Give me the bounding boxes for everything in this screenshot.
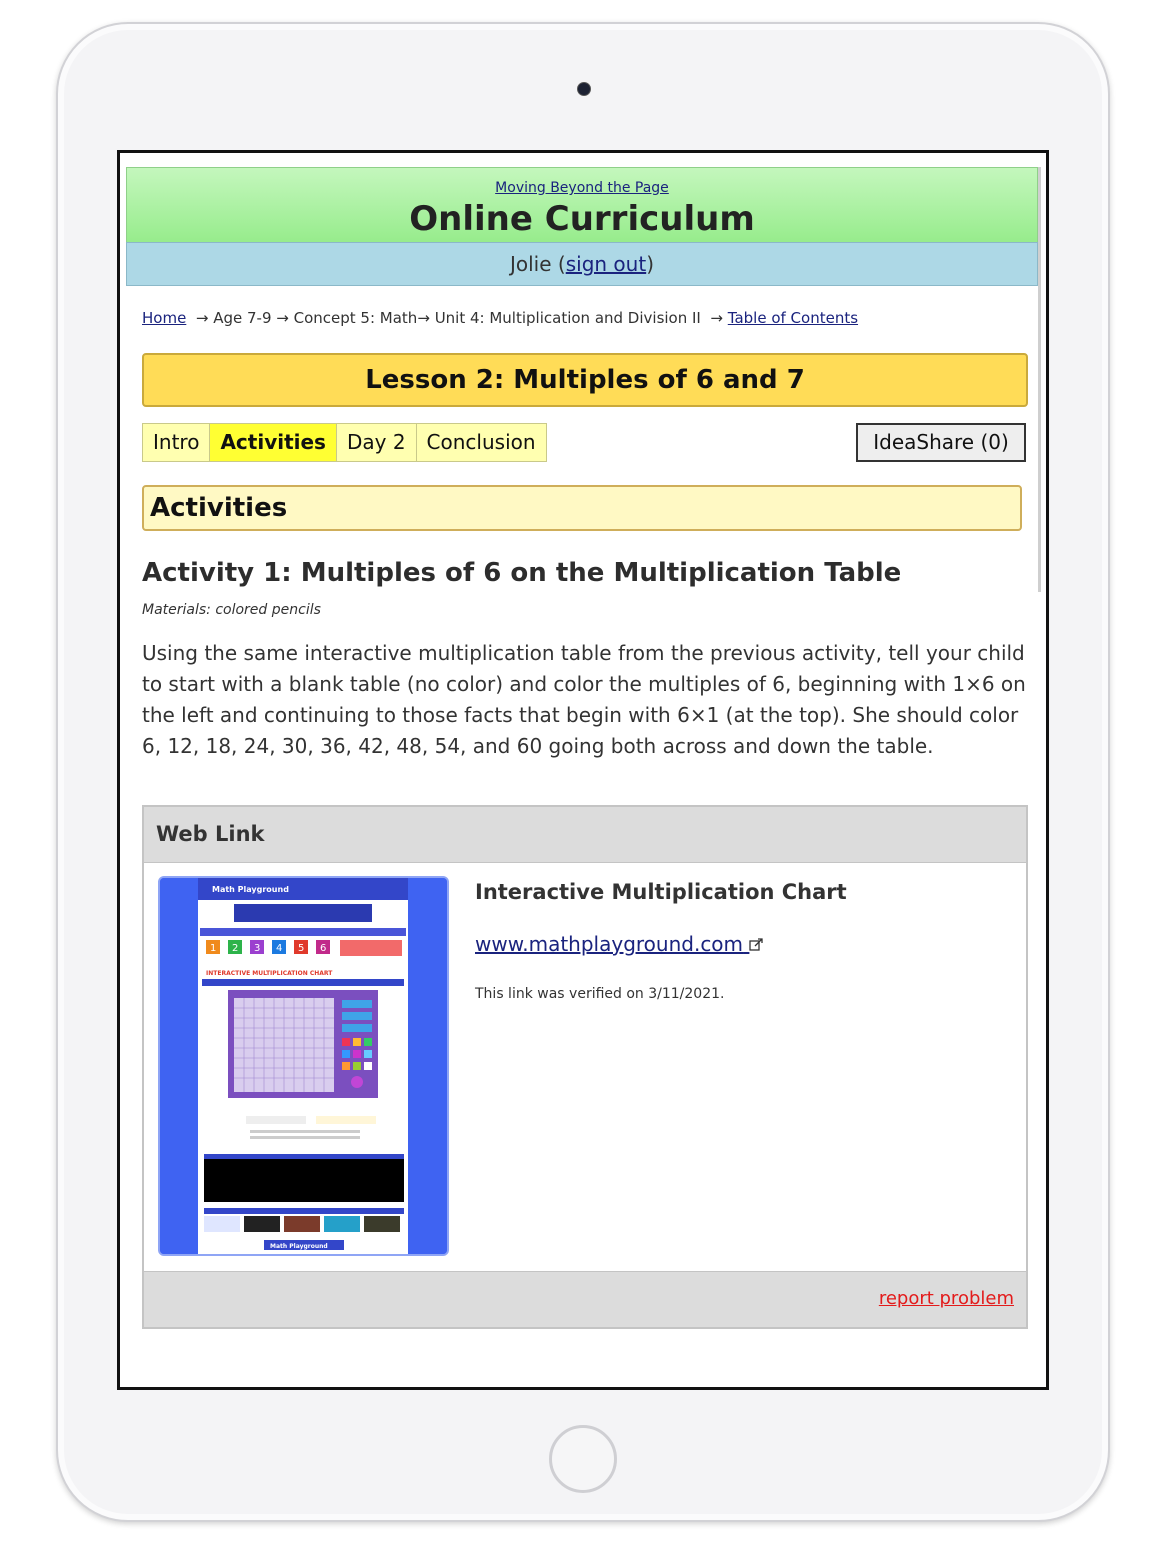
activity-materials: Materials: colored pencils <box>142 602 321 618</box>
tab-conclusion[interactable]: Conclusion <box>416 423 547 462</box>
ideashare-button[interactable]: IdeaShare (0) <box>856 423 1026 462</box>
thumb-number-tiles <box>206 940 402 956</box>
thumb-num-3: 3 <box>254 943 261 954</box>
web-link-title: Interactive Multiplication Chart <box>475 880 847 904</box>
breadcrumb-unit: Unit 4: Multiplication and Division II <box>434 309 701 327</box>
web-link-header <box>144 807 1026 863</box>
breadcrumb-arrow-2: → <box>276 309 289 327</box>
thumbnail-graphic <box>160 878 447 1254</box>
tab-activities[interactable]: Activities <box>209 423 337 462</box>
web-link-header-label: Web Link <box>156 822 265 846</box>
signout-link[interactable]: sign out <box>565 252 647 276</box>
thumb-footer-brand: Math Playground <box>270 1243 328 1250</box>
thumb-brand: Math Playground <box>212 885 289 894</box>
activity-title: Activity 1: Multiples of 6 on the Multiplication Table <box>142 558 902 588</box>
website-thumbnail[interactable] <box>158 876 449 1256</box>
home-button[interactable] <box>549 1425 617 1493</box>
user-name: Jolie <box>509 252 552 276</box>
section-heading: Activities <box>142 485 1022 531</box>
scrollbar-thumb[interactable] <box>1038 167 1041 592</box>
thumb-num-2: 2 <box>232 943 239 954</box>
breadcrumb-age: Age 7-9 <box>213 309 272 327</box>
breadcrumb-arrow-4: → <box>710 309 723 327</box>
web-link-url[interactable] <box>475 932 763 956</box>
breadcrumb-arrow-3: → <box>417 309 430 327</box>
tab-intro[interactable]: Intro <box>142 423 210 462</box>
breadcrumb-toc[interactable]: Table of Contents <box>727 309 859 327</box>
breadcrumb-home[interactable]: Home <box>142 309 187 327</box>
web-link-footer <box>144 1271 1026 1327</box>
lesson-tabs <box>142 423 546 462</box>
activity-body: Using the same interactive multiplication table from the previous activity, tell your child to start with a blank table (no color) and color the multiples of 6, beginning with 1×6 on the left and continuing to those facts that begin with 6×1 (at the top). She should color 6, 12, 18, 24, 30, 36, 42, 48, 54, and 60 going both across and down the table. <box>142 641 1026 758</box>
report-problem-link[interactable]: report problem <box>878 1288 1014 1309</box>
paren-open: ( <box>557 252 566 276</box>
breadcrumb-concept: Concept 5: Math <box>293 309 418 327</box>
site-title: Online Curriculum <box>409 199 755 239</box>
site-link[interactable]: Moving Beyond the Page <box>495 180 669 196</box>
camera-icon <box>577 82 591 96</box>
site-header <box>126 167 1038 243</box>
tablet-screen <box>117 150 1049 1390</box>
thumb-num-1: 1 <box>210 943 217 954</box>
lesson-title: Lesson 2: Multiples of 6 and 7 <box>142 353 1028 407</box>
thumb-heading: INTERACTIVE MULTIPLICATION CHART <box>206 970 333 977</box>
thumb-num-6: 6 <box>320 943 327 954</box>
user-bar <box>126 242 1038 286</box>
web-link-card <box>142 805 1028 1329</box>
thumb-num-4: 4 <box>276 943 283 954</box>
breadcrumb-arrow-1: → <box>195 309 209 327</box>
breadcrumb <box>142 309 858 327</box>
external-link-icon <box>749 938 763 952</box>
web-link-verified: This link was verified on 3/11/2021. <box>475 986 725 1002</box>
paren-close: ) <box>646 252 654 276</box>
thumb-num-5: 5 <box>298 943 305 954</box>
web-link-url-text[interactable]: www.mathplayground.com <box>475 932 744 956</box>
tab-day-2[interactable]: Day 2 <box>336 423 417 462</box>
